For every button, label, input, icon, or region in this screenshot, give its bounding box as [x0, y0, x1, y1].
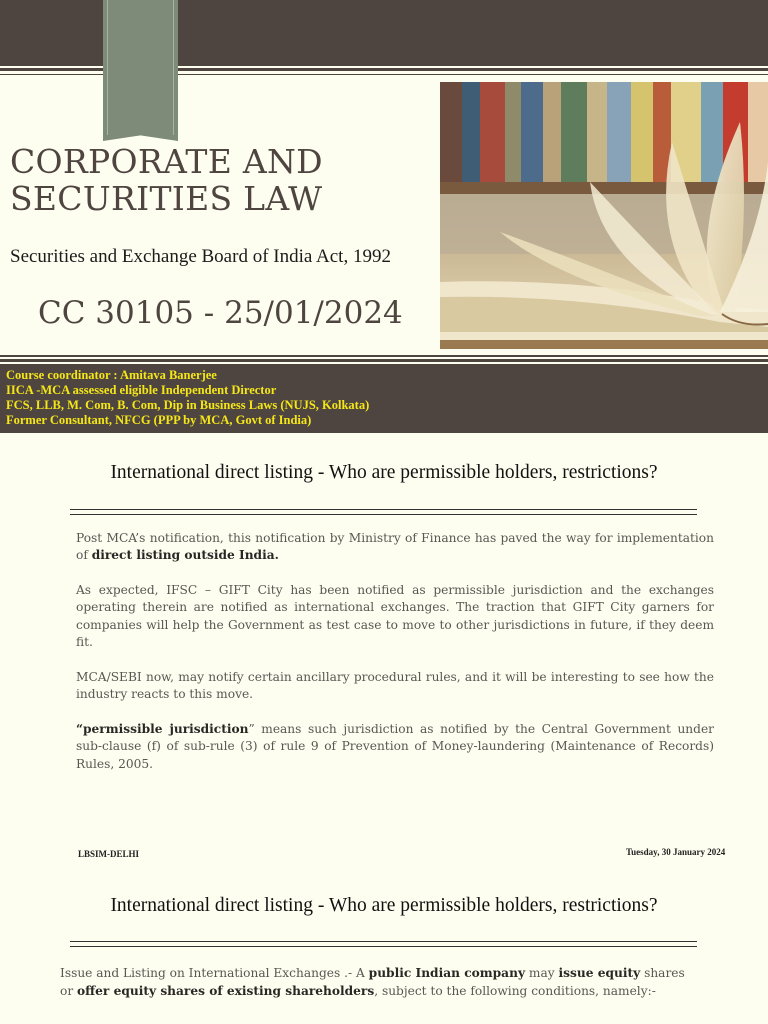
slide-2-paragraph-1: Issue and Listing on International Exchanges .- A public Indian company may issue equity shares or offer equity shares of existing shareholders, subject to the following conditions, namely:- — [60, 966, 685, 998]
info-rule-thick — [0, 359, 768, 362]
slide-2-title-rule — [70, 941, 697, 947]
course-code: CC 30105 - 25/01/2024 — [38, 295, 403, 331]
footer-institution: LBSIM-DELHI — [78, 849, 140, 859]
permissible-jurisdiction-term: “permissible jurisdiction — [76, 722, 249, 736]
course-title-line-1: CORPORATE AND — [10, 142, 323, 181]
course-title-line-2: SECURITIES LAW — [10, 179, 323, 218]
slide-1-paragraph-4: “permissible jurisdiction” means such jurisdiction as notified by the Central Government under sub-clause (f) of sub-rule (3) of rule 9 of Prevention of Money-laundering (Maintenance of Records) Rules, 2005. — [76, 722, 714, 771]
coordinator-name: Course coordinator : Amitava Banerjee — [6, 368, 217, 382]
coordinator-credential-2: FCS, LLB, M. Com, B. Com, Dip in Business Laws (NUJS, Kolkata) — [6, 398, 370, 412]
open-book-photo — [440, 82, 768, 349]
slide-1-title: International direct listing - Who are permissible holders, restrictions? — [110, 462, 658, 483]
slide-1-title-rule — [70, 509, 697, 515]
slide-1-paragraph-3: MCA/SEBI now, may notify certain ancillary procedural rules, and it will be interesting to see how the industry reacts to this move. — [76, 670, 714, 702]
act-subtitle: Securities and Exchange Board of India Act, 1992 — [10, 246, 391, 267]
coordinator-bar — [0, 364, 768, 433]
slide-2-title: International direct listing - Who are permissible holders, restrictions? — [110, 895, 658, 916]
direct-listing-emphasis: direct listing outside India. — [91, 548, 279, 563]
slide-1-paragraph-2: As expected, IFSC – GIFT City has been notified as permissible jurisdiction and the exchanges operating therein are notified as international exchanges. The traction that GIFT City garners for companies will help the Government as test case to move to other jurisdictions in future, if they deem fit. — [76, 583, 714, 650]
footer-date: Tuesday, 30 January 2024 — [626, 847, 726, 857]
coordinator-credential-1: IICA -MCA assessed eligible Independent Director — [6, 383, 277, 397]
slide-1-paragraph-1: Post MCA’s notification, this notification by Ministry of Finance has paved the way for implementation of direct listing outside India. — [76, 531, 714, 563]
info-rule-thin — [0, 355, 768, 357]
coordinator-credential-3: Former Consultant, NFCG (PPP by MCA, Govt of India) — [6, 413, 312, 427]
course-title — [10, 143, 430, 217]
bookmark-ribbon — [103, 0, 178, 141]
